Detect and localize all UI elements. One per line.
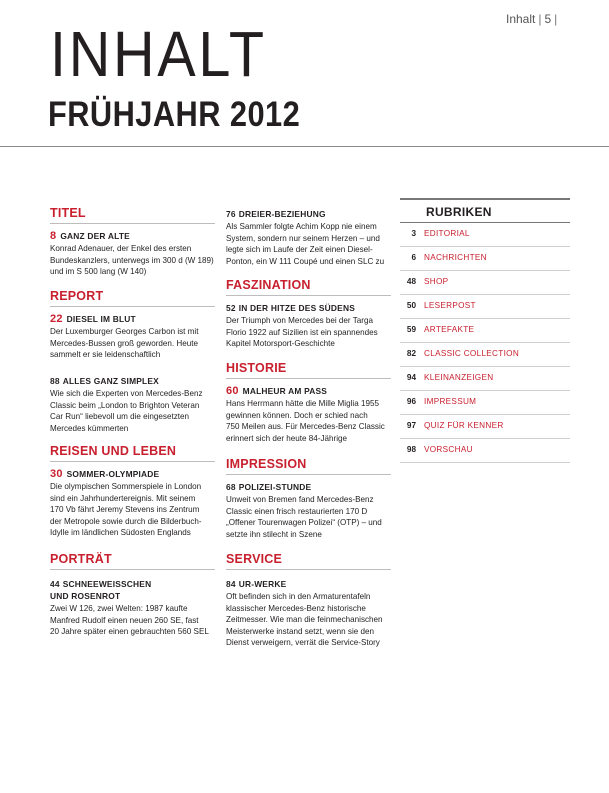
article-teaser-line: Der Triumph von Mercedes bei der Targa [226, 316, 373, 325]
rubrik-page-number: 97 [406, 421, 416, 430]
article-teaser-line: Classic beim „London to Brighton Veteran [50, 400, 200, 410]
article-page-number: 8 [50, 230, 57, 242]
rubrik-label: LESERPOST [424, 301, 476, 310]
article-teaser-line: Oft befinden sich in den Armaturentafeln [226, 592, 371, 601]
rubrik-item-shop[interactable] [400, 271, 570, 295]
rubrik-item-kleinanzeigen[interactable] [400, 367, 570, 391]
article-entry[interactable] [226, 302, 394, 350]
separator: | [554, 12, 558, 26]
article-entry[interactable] [50, 230, 218, 278]
rubrik-label: KLEINANZEIGEN [424, 373, 494, 382]
rubrik-item-artefakte[interactable] [400, 319, 570, 343]
article-page-number: 76 [226, 209, 236, 219]
rubrik-page-number: 96 [406, 397, 416, 406]
rubrik-label: EDITORIAL [424, 229, 470, 238]
section-divider [226, 295, 391, 296]
rubrik-page-number: 82 [406, 349, 416, 358]
section-heading-report: REPORT [50, 289, 104, 303]
article-headline: MALHEUR AM PASS [242, 386, 328, 396]
article-teaser-line: Classic einen frisch restaurierten 170 D [226, 506, 368, 516]
article-entry[interactable] [50, 468, 218, 539]
issue-subtitle: FRÜHJAHR 2012 [48, 95, 301, 134]
article-teaser-line: System, sondern nur seinem Herzen – und [226, 233, 380, 243]
rubrik-label: NACHRICHTEN [424, 253, 487, 262]
separator: | [538, 12, 542, 26]
article-teaser-line: Bundeskanzlers, unterwegs im 300 d (W 189) [50, 255, 214, 265]
rubrik-item-impressum[interactable] [400, 391, 570, 415]
rubrik-page-number: 6 [411, 253, 416, 262]
section-divider [226, 378, 391, 379]
section-divider [50, 223, 215, 224]
rubrik-page-number: 48 [406, 277, 416, 286]
article-teaser-line: Manfred Rudolf einen neuen 260 SE, fast [50, 615, 199, 625]
article-teaser-line: 750 Meilen aus. Für Mercedes-Benz Classic [226, 422, 385, 432]
article-entry[interactable] [226, 578, 394, 649]
rubrik-item-nachrichten[interactable] [400, 247, 570, 271]
article-teaser-line: gewinnen können. Doch er schied nach [226, 410, 368, 420]
article-teaser-line: Zeitmesser. Wie man die feinmechanischen [226, 615, 383, 625]
rubrik-label: QUIZ FÜR KENNER [424, 421, 504, 430]
article-entry[interactable] [50, 313, 218, 361]
article-teaser-line: Kapitel Motorsport-Geschichte [226, 339, 335, 349]
article-headline: IN DER HITZE DES SÜDENS [238, 303, 355, 313]
rubrik-page-number: 59 [406, 325, 416, 334]
rubrik-label: IMPRESSUM [424, 397, 477, 406]
article-page-number: 44 [50, 579, 60, 589]
article-teaser-line: klassischer Mercedes-Benz historische [226, 603, 366, 613]
rubrik-page-number: 94 [406, 373, 416, 382]
rubrik-item-editorial[interactable] [400, 223, 570, 247]
article-entry[interactable] [226, 208, 394, 267]
article-entry[interactable] [226, 481, 394, 540]
article-teaser-line: Unweit von Bremen fand Mercedes-Benz [226, 495, 374, 504]
section-divider [50, 306, 215, 307]
article-page-number: 52 [226, 303, 236, 313]
article-teaser-line: Idylle im ländlichen Südosten Englands [50, 528, 191, 538]
article-teaser-line: Car Run“ liebevoll um die eingesetzten [50, 412, 190, 422]
article-teaser-line: Ponton, ein W 111 Coupé und einen SLC zu [226, 256, 385, 266]
article-teaser-line: 170 Vb fährt Jeremy Stevens ins Zentrum [50, 505, 200, 515]
article-teaser-line: erinnert sich der heute 84-Jährige [226, 433, 348, 443]
rubrik-page-number: 98 [406, 445, 416, 454]
article-entry[interactable] [226, 385, 394, 444]
section-divider [50, 461, 215, 462]
article-page-number: 88 [50, 376, 60, 386]
article-page-number: 22 [50, 313, 63, 325]
article-teaser-line: sind ein Jahrhundertereignis. Mit seinem [50, 493, 196, 503]
article-teaser-line: Der Luxemburger Georges Carbon ist mit [50, 327, 199, 336]
article-teaser-line: Hans Herrmann hätte die Mille Miglia 1955 [226, 399, 379, 408]
rubrik-label: CLASSIC COLLECTION [424, 349, 520, 358]
article-teaser-line: Zwei W 126, zwei Welten: 1987 kaufte [50, 604, 188, 613]
running-section: Inhalt [506, 12, 536, 26]
rubrik-page-number: 50 [406, 301, 416, 310]
article-headline: ALLES GANZ SIMPLEX [62, 376, 159, 386]
section-heading-portraet: PORTRÄT [50, 552, 112, 566]
rubriken-header [400, 198, 570, 223]
rubrik-label: SHOP [424, 277, 449, 286]
article-page-number: 60 [226, 385, 239, 397]
section-heading-impression: IMPRESSION [226, 457, 307, 471]
rubriken-title: RUBRIKEN [426, 205, 492, 219]
article-entry[interactable] [50, 375, 218, 434]
article-headline: GANZ DER ALTE [60, 231, 130, 241]
section-divider [226, 474, 391, 475]
rubrik-item-classic-collection[interactable] [400, 343, 570, 367]
section-heading-service: SERVICE [226, 552, 283, 566]
article-entry[interactable] [50, 578, 218, 638]
article-teaser-line: Dienst verweigern, verrät die Service-Story [226, 638, 380, 648]
section-heading-titel: TITEL [50, 206, 86, 220]
section-heading-faszination: FASZINATION [226, 278, 311, 292]
article-teaser-line: Meisterwerke instand setzt, wenn sie den [226, 626, 375, 636]
article-teaser-line: sammelt er sie leidenschaftlich [50, 350, 161, 360]
rubrik-item-leserpost[interactable] [400, 295, 570, 319]
article-headline: SCHNEEWEISSCHEN [62, 579, 152, 589]
article-teaser-line: Konrad Adenauer, der Enkel des ersten [50, 244, 192, 253]
article-headline: UR-WERKE [238, 579, 287, 589]
article-teaser-line: Mercedes-Bussen groß geworden. Heute [50, 338, 199, 348]
article-headline: SOMMER-OLYMPIADE [66, 469, 160, 479]
rubrik-item-vorschau[interactable] [400, 439, 570, 463]
page-reference [506, 12, 560, 26]
article-teaser-line: 20 Jahre später einen gebrauchten 560 SEL [50, 627, 209, 637]
article-teaser-line: legte sich im Laufe der Zeit einen Diesel- [226, 245, 373, 255]
article-teaser-line: Florio 1922 auf Sizilien ist ein spannendes [226, 327, 378, 337]
article-page-number: 30 [50, 468, 63, 480]
article-page-number: 68 [226, 482, 236, 492]
article-headline: DREIER-BEZIEHUNG [238, 209, 326, 219]
article-teaser-line: setzte ihn stilecht in Szene [226, 529, 322, 539]
page-number: 5 [544, 12, 552, 26]
rubrik-label: ARTEFAKTE [424, 325, 475, 334]
article-teaser-line: Als Sammler folgte Achim Kopp nie einem [226, 222, 377, 231]
rubrik-label: VORSCHAU [424, 445, 473, 454]
article-headline: POLIZEI-STUNDE [238, 482, 312, 492]
article-teaser-line: der Metropole sowie durch die Bilderbuch- [50, 516, 202, 526]
article-teaser-line: Die olympischen Sommerspiele in London [50, 482, 202, 491]
header-divider [0, 146, 609, 147]
article-teaser-line: und im S 500 lang (W 140) [50, 267, 147, 277]
article-page-number: 84 [226, 579, 236, 589]
article-teaser-line: Wie sich die Experten von Mercedes-Benz [50, 389, 203, 398]
rubrik-item-quiz-fuer-kenner[interactable] [400, 415, 570, 439]
section-divider [50, 569, 215, 570]
article-headline: DIESEL IM BLUT [66, 314, 136, 324]
article-teaser-line: „Offener Tourenwagen Polizei“ (OTP) – und [226, 518, 382, 528]
article-teaser-line: Mercedes kümmerten [50, 423, 129, 433]
page-title: INHALT [50, 18, 267, 90]
section-divider [226, 569, 391, 570]
section-heading-historie: HISTORIE [226, 361, 287, 375]
section-heading-reisen-und-leben: REISEN UND LEBEN [50, 444, 177, 458]
rubrik-page-number: 3 [411, 229, 416, 238]
article-headline-continued: UND ROSENROT [50, 591, 121, 601]
